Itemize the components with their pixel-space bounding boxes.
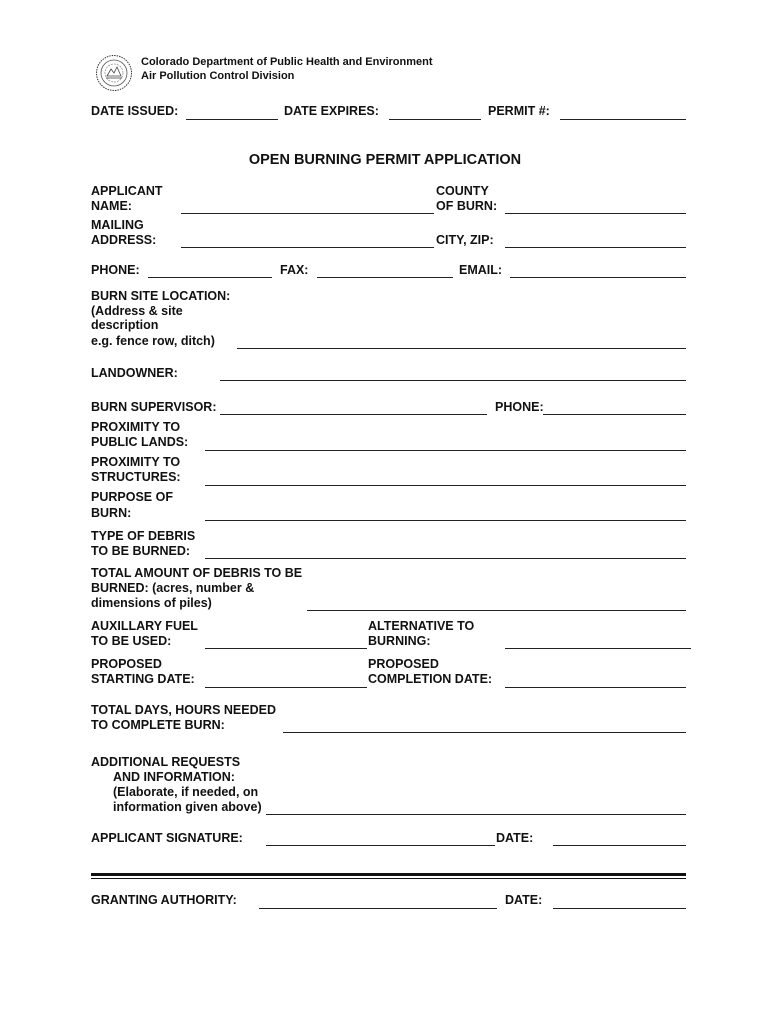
- section-divider-thin: [91, 878, 686, 879]
- state-seal-icon: [95, 54, 133, 92]
- additional-label-line2: AND INFORMATION:: [113, 770, 235, 784]
- applicant-name-label-line1: APPLICANT: [91, 184, 163, 198]
- burn-site-field[interactable]: [237, 348, 686, 349]
- total-days-field[interactable]: [283, 732, 686, 733]
- signature-date-field[interactable]: [553, 845, 686, 846]
- landowner-label: LANDOWNER:: [91, 366, 178, 380]
- granting-date-field[interactable]: [553, 908, 686, 909]
- mailing-address-label-line2: ADDRESS:: [91, 233, 157, 247]
- debris-amount-field[interactable]: [307, 610, 686, 611]
- debris-type-label-line1: TYPE OF DEBRIS: [91, 529, 196, 543]
- completion-date-field[interactable]: [505, 687, 686, 688]
- debris-amount-label-line2: BURNED: (acres, number &: [91, 581, 255, 595]
- debris-type-field[interactable]: [205, 558, 686, 559]
- burn-site-label-line1: BURN SITE LOCATION:: [91, 289, 231, 303]
- phone-field[interactable]: [148, 277, 272, 278]
- proximity-public-field[interactable]: [205, 450, 686, 451]
- total-days-label-line1: TOTAL DAYS, HOURS NEEDED: [91, 703, 276, 717]
- burn-supervisor-label: BURN SUPERVISOR:: [91, 400, 217, 414]
- date-issued-field[interactable]: [186, 119, 278, 120]
- date-expires-label: DATE EXPIRES:: [284, 104, 379, 118]
- additional-label-line1: ADDITIONAL REQUESTS: [91, 755, 241, 769]
- additional-label-line3: (Elaborate, if needed, on: [113, 785, 259, 799]
- additional-label-line4: information given above): [113, 800, 262, 814]
- debris-amount-label-line1: TOTAL AMOUNT OF DEBRIS TO BE: [91, 566, 303, 580]
- county-label-line2: OF BURN:: [436, 199, 498, 213]
- email-field[interactable]: [510, 277, 686, 278]
- proximity-structures-field[interactable]: [205, 485, 686, 486]
- debris-type-label-line2: TO BE BURNED:: [91, 544, 191, 558]
- alternative-field[interactable]: [505, 648, 691, 649]
- applicant-name-field[interactable]: [181, 213, 434, 214]
- total-days-label-line2: TO COMPLETE BURN:: [91, 718, 225, 732]
- auxiliary-fuel-label-line1: AUXILLARY FUEL: [91, 619, 198, 633]
- signature-date-label: DATE:: [496, 831, 534, 845]
- date-issued-label: DATE ISSUED:: [91, 104, 179, 118]
- debris-amount-label-line3: dimensions of piles): [91, 596, 212, 610]
- auxiliary-fuel-field[interactable]: [205, 648, 367, 649]
- burn-supervisor-field[interactable]: [220, 414, 487, 415]
- supervisor-phone-field[interactable]: [543, 414, 686, 415]
- purpose-field[interactable]: [205, 520, 686, 521]
- phone-label: PHONE:: [91, 263, 140, 277]
- applicant-name-label-line2: NAME:: [91, 199, 132, 213]
- completion-date-label-line2: COMPLETION DATE:: [368, 672, 493, 686]
- section-divider: [91, 873, 686, 876]
- burn-site-label-line4: e.g. fence row, ditch): [91, 334, 215, 348]
- proximity-public-label-line1: PROXIMITY TO: [91, 420, 181, 434]
- granting-authority-field[interactable]: [259, 908, 497, 909]
- applicant-signature-label: APPLICANT SIGNATURE:: [91, 831, 243, 845]
- division-name: Air Pollution Control Division: [141, 70, 295, 82]
- proximity-structures-label-line1: PROXIMITY TO: [91, 455, 181, 469]
- burn-site-label-line3: description: [91, 318, 159, 332]
- proximity-structures-label-line2: STRUCTURES:: [91, 470, 181, 484]
- start-date-field[interactable]: [205, 687, 367, 688]
- granting-date-label: DATE:: [505, 893, 543, 907]
- start-date-label-line1: PROPOSED: [91, 657, 162, 671]
- landowner-field[interactable]: [220, 380, 686, 381]
- city-zip-label: CITY, ZIP:: [436, 233, 494, 247]
- date-expires-field[interactable]: [389, 119, 481, 120]
- applicant-signature-field[interactable]: [266, 845, 495, 846]
- fax-field[interactable]: [317, 277, 453, 278]
- city-zip-field[interactable]: [505, 247, 686, 248]
- county-label-line1: COUNTY: [436, 184, 489, 198]
- department-name: Colorado Department of Public Health and Environment: [141, 56, 433, 68]
- permit-number-field[interactable]: [560, 119, 686, 120]
- alternative-label-line1: ALTERNATIVE TO: [368, 619, 475, 633]
- mailing-address-label-line1: MAILING: [91, 218, 144, 232]
- completion-date-label-line1: PROPOSED: [368, 657, 439, 671]
- start-date-label-line2: STARTING DATE:: [91, 672, 195, 686]
- purpose-label-line1: PURPOSE OF: [91, 490, 173, 504]
- proximity-public-label-line2: PUBLIC LANDS:: [91, 435, 189, 449]
- alternative-label-line2: BURNING:: [368, 634, 431, 648]
- county-field[interactable]: [505, 213, 686, 214]
- form-title: OPEN BURNING PERMIT APPLICATION: [248, 152, 522, 168]
- auxiliary-fuel-label-line2: TO BE USED:: [91, 634, 172, 648]
- additional-field[interactable]: [266, 814, 686, 815]
- granting-authority-label: GRANTING AUTHORITY:: [91, 893, 237, 907]
- permit-number-label: PERMIT #:: [488, 104, 550, 118]
- purpose-label-line2: BURN:: [91, 506, 132, 520]
- mailing-address-field[interactable]: [181, 247, 434, 248]
- fax-label: FAX:: [280, 263, 309, 277]
- email-label: EMAIL:: [459, 263, 503, 277]
- burn-site-label-line2: (Address & site: [91, 304, 183, 318]
- supervisor-phone-label: PHONE:: [495, 400, 544, 414]
